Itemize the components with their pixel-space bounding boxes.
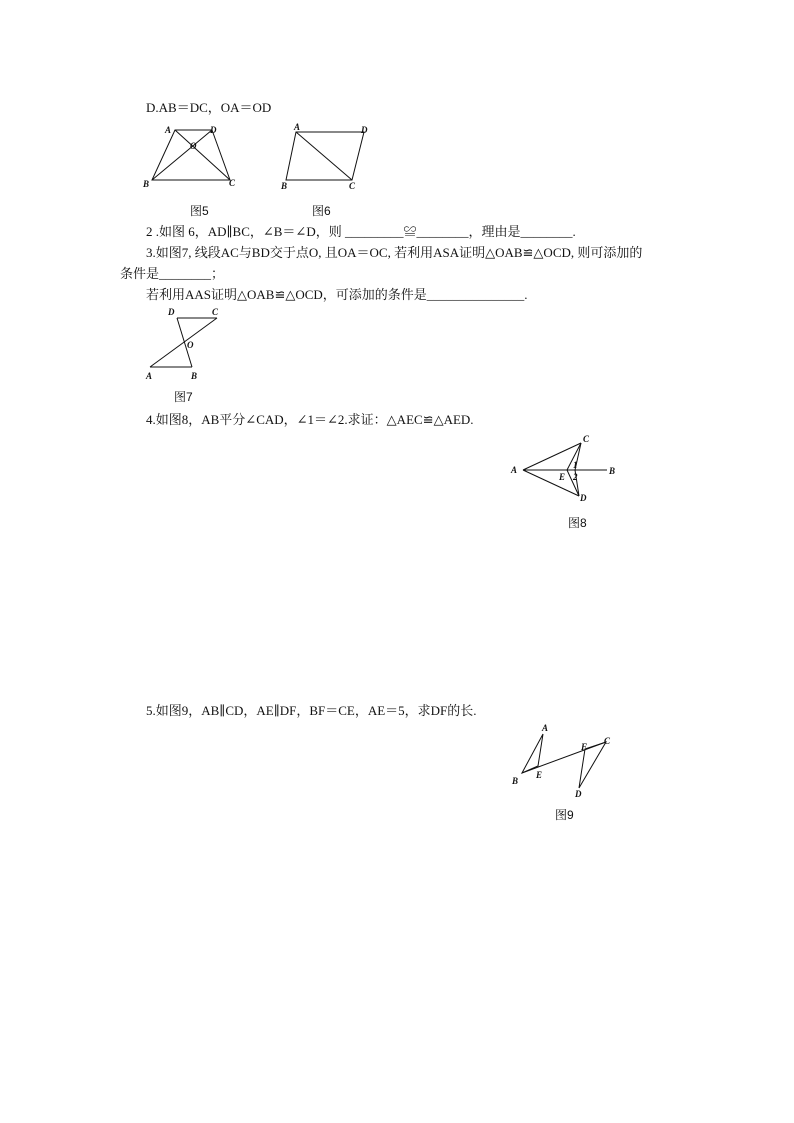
fig7-segment-ac — [150, 318, 217, 367]
fig8-caption: 图8 — [568, 516, 587, 530]
fig9-label-c: C — [604, 736, 611, 746]
fig9-segment-bc — [522, 742, 606, 773]
figure-9 — [505, 720, 625, 805]
question-3-line-1: 3.如图7, 线段AC与BD交于点O, 且OA＝OC, 若利用ASA证明△OAB≌△OCD, 则可添加的 — [146, 245, 643, 260]
fig5-label-d: D — [210, 125, 217, 135]
question-2: 2 .如图 6，AD∥BC，∠B＝∠D，则 _________≌________，理由是________. — [146, 224, 576, 239]
fig6-label-c: C — [349, 181, 356, 191]
fig9-label-b: B — [512, 776, 519, 786]
fig5-caption: 图5 — [190, 204, 209, 218]
question-3-line-3: 若利用AAS证明△OAB≌△OCD，可添加的条件是_______________. — [146, 287, 528, 302]
fig7-label-o: O — [187, 340, 194, 350]
fig9-label-e: E — [536, 770, 543, 780]
question-3-line-2: 条件是________； — [120, 266, 225, 281]
fig8-label-2: 2 — [573, 472, 578, 482]
fig9-label-d: D — [575, 789, 582, 799]
fig8-label-b: B — [609, 466, 616, 476]
question-5: 5.如图9，AB∥CD，AE∥DF，BF＝CE，AE＝5，求DF的长. — [146, 703, 477, 718]
fig5-trapezoid — [152, 130, 230, 180]
question-4: 4.如图8，AB平分∠CAD，∠1＝∠2.求证：△AEC≌△AED. — [146, 412, 474, 427]
fig7-caption: 图7 — [174, 390, 193, 404]
fig6-parallelogram — [286, 132, 364, 180]
fig8-label-1: 1 — [573, 460, 578, 470]
fig7-label-b: B — [191, 371, 198, 381]
fig5-label-a: A — [164, 125, 171, 135]
fig6-diagonal-ac — [296, 132, 352, 180]
fig6-label-b: B — [281, 181, 288, 191]
fig8-label-a: A — [511, 465, 518, 475]
fig6-caption: 图6 — [312, 204, 331, 218]
fig6-label-d: D — [361, 125, 368, 135]
figure-8 — [505, 430, 625, 510]
fig7-label-d: D — [168, 307, 175, 317]
option-d: D.AB＝DC，OA＝OD — [146, 100, 272, 115]
fig9-triangle-abe — [522, 734, 543, 773]
figure-5 — [140, 122, 250, 192]
fig9-caption: 图9 — [555, 808, 574, 822]
fig9-label-f: F — [581, 742, 588, 752]
fig7-label-c: C — [212, 307, 219, 317]
fig9-label-a: A — [542, 723, 549, 733]
fig8-label-e: E — [559, 472, 566, 482]
figure-6 — [278, 122, 388, 192]
fig8-label-d: D — [580, 493, 587, 503]
fig5-label-b: B — [142, 179, 149, 189]
fig5-label-c: C — [229, 178, 236, 188]
fig5-label-o: O — [190, 141, 197, 151]
figure-7 — [140, 304, 230, 384]
fig6-label-a: A — [294, 122, 301, 132]
fig7-label-a: A — [146, 371, 153, 381]
fig8-segment-ad — [523, 470, 579, 496]
fig8-label-c: C — [583, 434, 590, 444]
